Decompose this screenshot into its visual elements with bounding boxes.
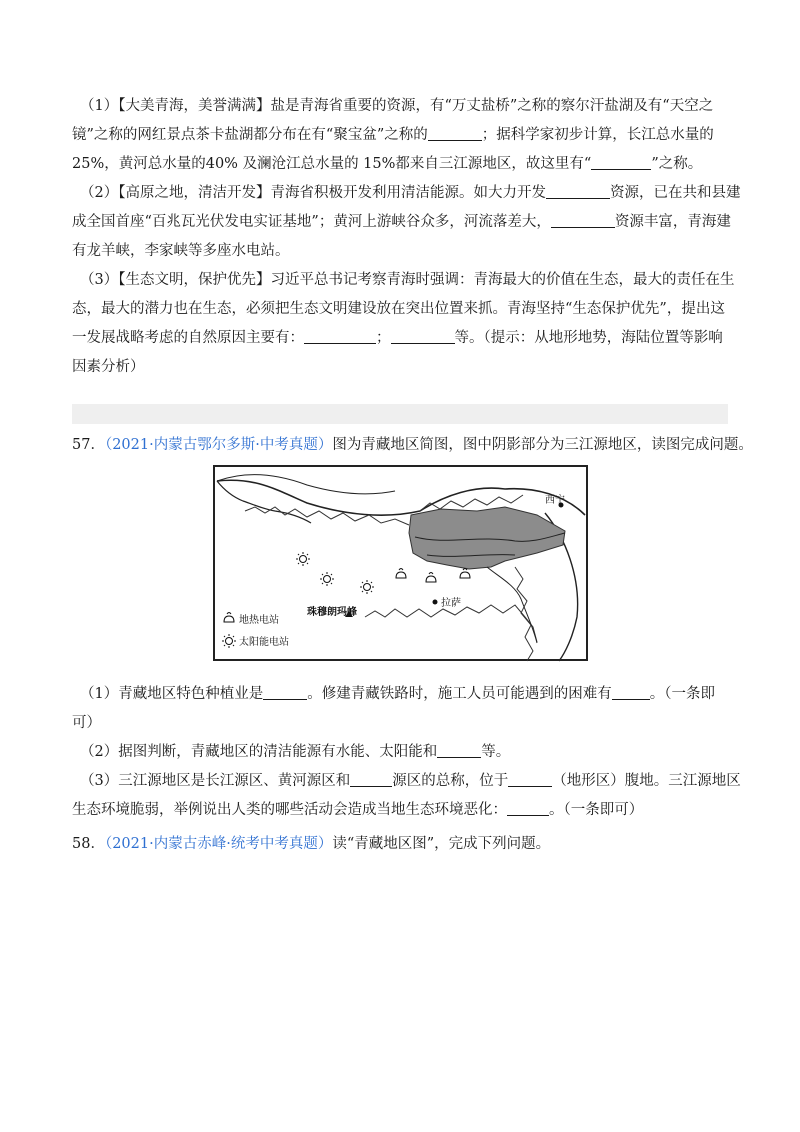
text: ；据科学家初步计算，长江总水量的 [481,127,714,143]
everest-label: 珠穆朗玛峰 [307,607,357,618]
q56-part-3 [72,266,735,382]
question-57-parts [72,680,741,825]
text: 资源，已在共和县建 [609,185,741,201]
northwest-border [217,481,311,523]
answer-blank[interactable] [612,685,650,700]
answer-blank[interactable] [551,213,615,228]
text-line: （3）【生态文明，保护优先】习近平总书记考察青海时强调：青海最大的价值在生态，最大的责任在生 [80,272,735,288]
three-river-source-region [409,507,565,569]
text: （3）三江源地区是长江源区、黄河源区和 [80,773,351,789]
text: 资源丰富，青海建 [614,214,731,230]
answer-blank[interactable] [546,184,610,199]
q56-part-2 [72,179,741,266]
text: ； [376,330,391,346]
text-line: 因素分析） [72,359,145,375]
text: （2）【高原之地，清洁开发】青海省积极开发利用清洁能源。如大力开发 [80,185,546,201]
legend-geothermal-label: 地热电站 [239,615,279,626]
question-57-heading [72,431,753,460]
solar-station-icon [222,634,236,648]
section-divider-band [72,404,728,424]
text: ”之称。 [651,156,703,172]
map-graphic [215,467,590,663]
text: 25%，黄河总水量的40% 及澜沧江总水量的 15%都来自三江源地区，故这里有“ [72,156,592,172]
answer-blank[interactable] [304,329,376,344]
legend-solar-label: 太阳能电站 [239,637,289,648]
text: 一发展战略考虑的自然原因主要有： [72,330,304,346]
lhasa-label: 拉萨 [441,598,461,609]
text-line: 有龙羊峡，李家峡等多座水电站。 [72,243,290,259]
text-line: 可） [72,715,101,731]
question-56-parts [72,92,741,382]
solar-station-icon [360,580,374,594]
question-source[interactable]: （2021·内蒙古鄂尔多斯·中考真题） [104,437,333,453]
question-number: 57． [72,437,105,453]
text: 。（一条即可） [549,802,644,818]
tarim-edge [217,475,395,494]
text: 等。 [481,744,511,760]
text: （地形区）腹地。三江源地区 [552,773,741,789]
text-line [72,680,728,709]
text: 镜”之称的网红景点茶卡盐湖都分布在有“聚宝盆”之称的 [72,127,428,143]
q57-part-1 [72,680,728,738]
text: 等。（提示：从地形地势，海陆位置等影响 [454,330,723,346]
answer-blank[interactable] [350,772,392,787]
legend [222,613,289,649]
river-line [487,567,537,643]
q57-part-3 [72,767,741,825]
geothermal-station-icon [396,569,406,579]
text: 生态环境脆弱，举例说出人类的哪些活动会造成当地生态环境恶化： [72,802,507,818]
text-line [72,179,741,208]
answer-blank[interactable] [508,772,552,787]
himalaya-ridge [365,605,537,642]
geothermal-station-icon [224,613,234,623]
answer-blank[interactable] [437,743,481,758]
question-number: 58． [72,836,105,852]
text-line [72,324,728,353]
question-prompt: 读“青藏地区图”，完成下列问题。 [332,836,551,852]
text: 源区的总称，位于 [392,773,509,789]
text-line: （1）【大美青海，美誉满满】盐是青海省重要的资源，有“万丈盐桥”之称的察尔汗盐湖及有“天空之 [80,98,714,114]
text: （1）青藏地区特色种植业是 [80,686,264,702]
text-line [72,150,728,179]
solar-station-icon [296,552,310,566]
qinghai-tibet-map [213,465,588,661]
answer-blank[interactable] [391,329,455,344]
text: （2）据图判断，青藏地区的清洁能源有水能、太阳能和 [80,744,438,760]
geothermal-station-icon [460,569,470,579]
question-source[interactable]: （2021·内蒙古赤峰·统考中考真题） [104,836,333,852]
text-line [72,208,731,237]
answer-blank[interactable] [591,155,651,170]
answer-blank[interactable] [263,685,307,700]
question-58-heading [72,830,550,859]
geothermal-station-icon [426,573,436,583]
q57-part-2 [72,738,728,767]
text-line [72,738,728,767]
answer-blank[interactable] [507,801,549,816]
question-prompt: 图为青藏地区简图，图中阴影部分为三江源地区，读图完成问题。 [332,437,753,453]
text-line [72,796,728,825]
text: 。修建青藏铁路时，施工人员可能遇到的困难有 [307,686,612,702]
text-line [72,767,741,796]
text-line: 态，最大的潜力也在生态，必须把生态文明建设放在突出位置来抓。青海坚持“生态保护优先”，提出这 [72,301,725,317]
text: 成全国首座“百兆瓦光伏发电实证基地”；黄河上游峡谷众多，河流落差大， [72,214,551,230]
solar-station-icon [320,572,334,586]
q56-part-1 [72,92,728,179]
answer-blank[interactable] [428,126,482,141]
lhasa-marker [433,600,438,605]
text-line [72,121,728,150]
hengduan-ridge [515,567,533,661]
text: 。（一条即 [649,686,715,702]
xining-label: 西宁 [545,495,565,506]
